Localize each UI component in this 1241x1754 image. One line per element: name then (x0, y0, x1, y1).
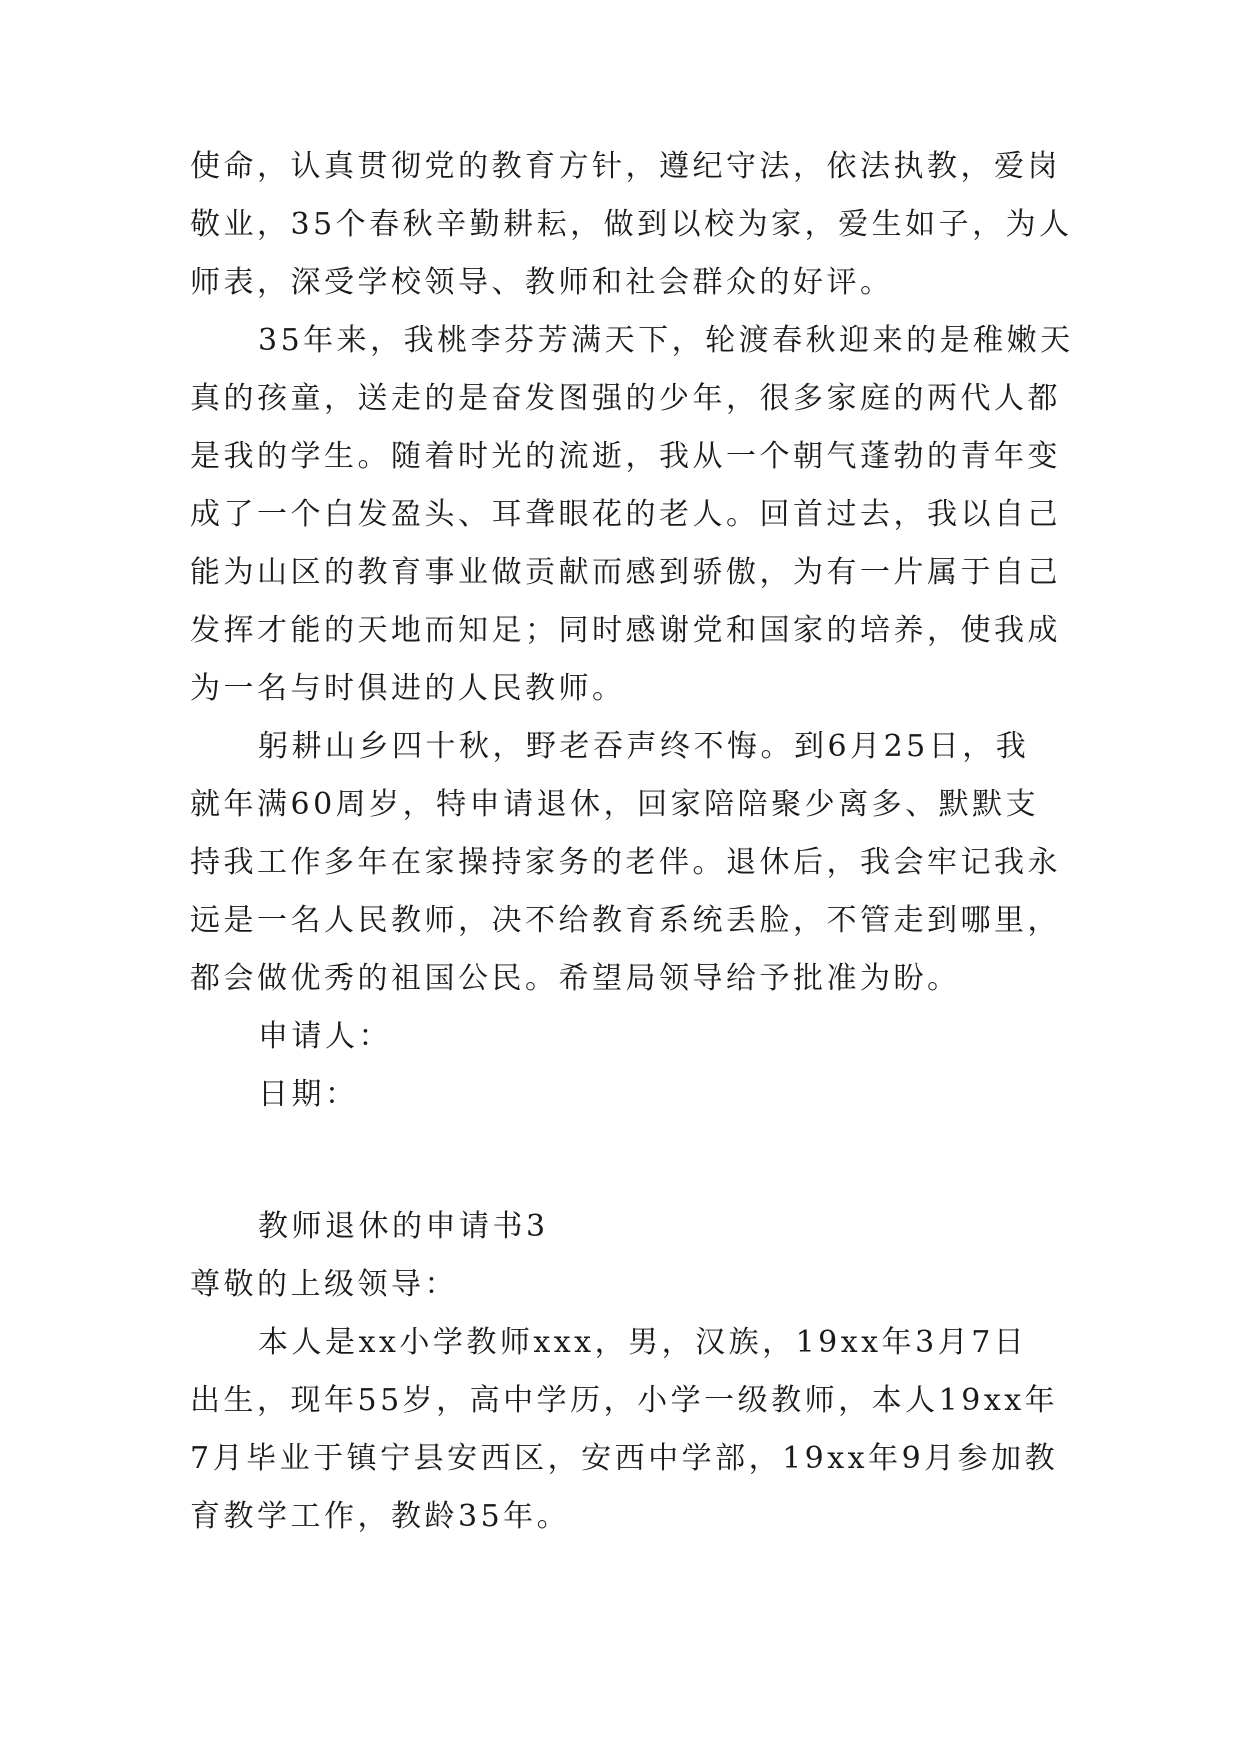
paragraph-2-line-2: 真的孩童，送走的是奋发图强的少年，很多家庭的两代人都 (190, 381, 1061, 416)
paragraph-3-line-2: 就年满60周岁，特申请退休，回家陪陪聚少离多、默默支 (190, 787, 1040, 822)
paragraph-4-line-2: 出生，现年55岁，高中学历，小学一级教师，本人19xx年 (190, 1383, 1059, 1418)
paragraph-3-line-5: 都会做优秀的祖国公民。希望局领导给予批准为盼。 (190, 961, 961, 996)
paragraph-1-line-3: 师表，深受学校领导、教师和社会群众的好评。 (190, 265, 894, 300)
paragraph-2-line-1: 35年来，我桃李芬芳满天下，轮渡春秋迎来的是稚嫩天 (258, 323, 1074, 358)
paragraph-4-line-1: 本人是xx小学教师xxx，男，汉族，19xx年3月7日 (258, 1325, 1028, 1360)
applicant-label: 申请人： (258, 1019, 392, 1054)
paragraph-3-line-4: 远是一名人民教师，决不给教育系统丢脸，不管走到哪里， (190, 903, 1061, 938)
paragraph-4-line-3: 7月毕业于镇宁县安西区，安西中学部，19xx年9月参加教 (190, 1441, 1059, 1476)
paragraph-1-line-2: 敬业，35个春秋辛勤耕耘，做到以校为家，爱生如子，为人 (190, 207, 1073, 242)
paragraph-3-line-1: 躬耕山乡四十秋，野老吞声终不悔。到6月25日，我 (258, 729, 1030, 764)
date-label: 日期： (258, 1077, 359, 1112)
paragraph-1-line-1: 使命，认真贯彻党的教育方针，遵纪守法，依法执教，爱岗 (190, 149, 1061, 184)
paragraph-2-line-4: 成了一个白发盈头、耳聋眼花的老人。回首过去，我以自己 (190, 497, 1061, 532)
salutation: 尊敬的上级领导： (190, 1267, 458, 1302)
paragraph-2-line-5: 能为山区的教育事业做贡献而感到骄傲，为有一片属于自己 (190, 555, 1061, 590)
paragraph-2-line-7: 为一名与时俱进的人民教师。 (190, 671, 626, 706)
paragraph-4-line-4: 育教学工作，教龄35年。 (190, 1499, 571, 1534)
paragraph-2-line-6: 发挥才能的天地而知足；同时感谢党和国家的培养，使我成 (190, 613, 1061, 648)
section-title: 教师退休的申请书3 (258, 1209, 549, 1244)
paragraph-2-line-3: 是我的学生。随着时光的流逝，我从一个朝气蓬勃的青年变 (190, 439, 1061, 474)
paragraph-3-line-3: 持我工作多年在家操持家务的老伴。退休后，我会牢记我永 (190, 845, 1061, 880)
